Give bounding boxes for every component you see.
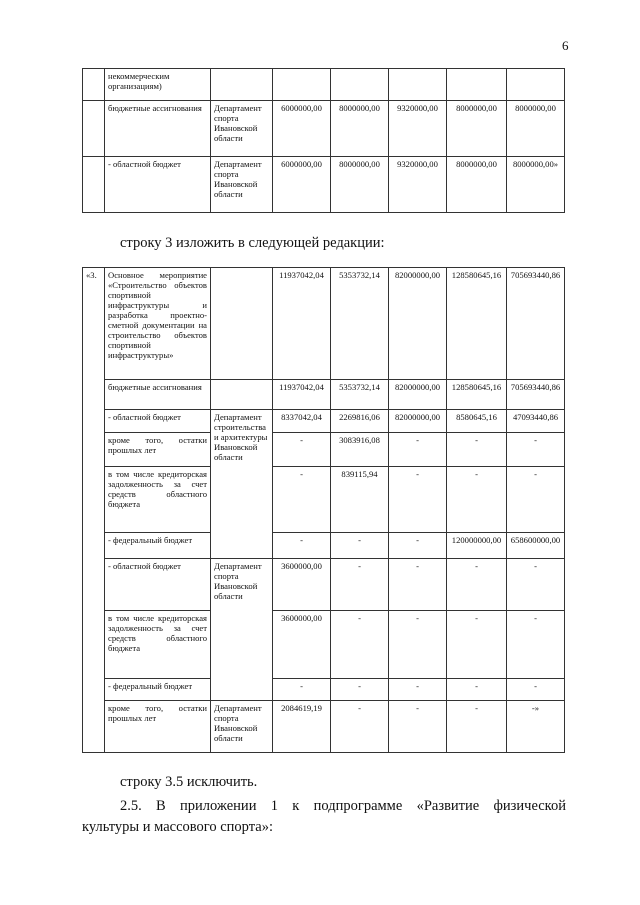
value-cell: 8000000,00 bbox=[331, 157, 389, 213]
table-row bbox=[83, 467, 565, 533]
value-cell: 82000000,00 bbox=[389, 268, 447, 380]
value-cell: 705693440,86 bbox=[507, 268, 565, 380]
row-number-cell: «3. bbox=[83, 268, 105, 753]
value-cell: - bbox=[507, 611, 565, 679]
value-cell: - bbox=[447, 611, 507, 679]
value-cell: 839115,94 bbox=[331, 467, 389, 533]
executor-cell bbox=[211, 69, 273, 101]
row-number-cell bbox=[83, 101, 105, 157]
value-cell: - bbox=[331, 611, 389, 679]
table-continuation bbox=[82, 68, 565, 213]
value-cell: - bbox=[273, 533, 331, 559]
value-cell: 658600000,00 bbox=[507, 533, 565, 559]
value-cell: 8580645,16 bbox=[447, 410, 507, 433]
executor-cell: Департамент спорта Ивановской области bbox=[211, 101, 273, 157]
value-cell: 128580645,16 bbox=[447, 380, 507, 410]
table-row bbox=[83, 101, 565, 157]
value-cell: - bbox=[389, 701, 447, 753]
table-row bbox=[83, 559, 565, 611]
value-cell bbox=[447, 69, 507, 101]
value-cell: 3600000,00 bbox=[273, 611, 331, 679]
value-cell: - bbox=[273, 433, 331, 467]
value-cell: 8000000,00 bbox=[447, 101, 507, 157]
table-row bbox=[83, 701, 565, 753]
row-label-cell: в том числе кредиторская задолженность за счет средств областного бюджета bbox=[105, 611, 211, 679]
value-cell: 11937042,04 bbox=[273, 268, 331, 380]
value-cell: - bbox=[389, 533, 447, 559]
value-cell: - bbox=[507, 679, 565, 701]
value-cell: - bbox=[331, 679, 389, 701]
table-row bbox=[83, 611, 565, 679]
executor-cell: Департамент спорта Ивановской области bbox=[211, 559, 273, 701]
value-cell: - bbox=[331, 533, 389, 559]
value-cell: - bbox=[447, 679, 507, 701]
value-cell: 2269816,06 bbox=[331, 410, 389, 433]
executor-cell bbox=[211, 380, 273, 410]
table-row bbox=[83, 69, 565, 101]
value-cell: 128580645,16 bbox=[447, 268, 507, 380]
value-cell: 120000000,00 bbox=[447, 533, 507, 559]
table-row bbox=[83, 157, 565, 213]
row-label-cell: - областной бюджет bbox=[105, 157, 211, 213]
value-cell: 6000000,00 bbox=[273, 101, 331, 157]
value-cell: - bbox=[331, 559, 389, 611]
value-cell bbox=[331, 69, 389, 101]
value-cell: 5353732,14 bbox=[331, 268, 389, 380]
instruction-25-line2: культуры и массового спорта»: bbox=[82, 819, 273, 835]
table-row3-new bbox=[82, 267, 565, 753]
executor-cell: Департамент спорта Ивановской области bbox=[211, 701, 273, 753]
executor-cell bbox=[211, 268, 273, 380]
value-cell: 3083916,08 bbox=[331, 433, 389, 467]
value-cell: 5353732,14 bbox=[331, 380, 389, 410]
value-cell: 8000000,00 bbox=[507, 101, 565, 157]
value-cell: - bbox=[389, 467, 447, 533]
table-row bbox=[83, 433, 565, 467]
row-number-cell bbox=[83, 69, 105, 101]
table-row bbox=[83, 410, 565, 433]
row-label-cell: некоммерческим организациям) bbox=[105, 69, 211, 101]
row-label-cell: в том числе кредиторская задолженность за счет средств областного бюджета bbox=[105, 467, 211, 533]
main-activity-label: Основное мероприятие «Строительство объектов спортивной инфраструктуры и разработка проектно-сметной документации на строительство объектов спортивной инфраструктуры» bbox=[105, 268, 211, 380]
value-cell: - bbox=[507, 467, 565, 533]
value-cell: 3600000,00 bbox=[273, 559, 331, 611]
row-number-cell bbox=[83, 157, 105, 213]
value-cell: - bbox=[389, 559, 447, 611]
table-row bbox=[83, 268, 565, 380]
value-cell: 82000000,00 bbox=[389, 410, 447, 433]
value-cell: 8000000,00» bbox=[507, 157, 565, 213]
executor-cell: Департамент строительства и архитектуры Ивановской области bbox=[211, 410, 273, 559]
table-row bbox=[83, 380, 565, 410]
value-cell: - bbox=[331, 701, 389, 753]
row-label-cell: - областной бюджет bbox=[105, 410, 211, 433]
row-label-cell: кроме того, остатки прошлых лет bbox=[105, 701, 211, 753]
value-cell: 2084619,19 bbox=[273, 701, 331, 753]
value-cell: - bbox=[507, 559, 565, 611]
value-cell: - bbox=[389, 611, 447, 679]
row-label-cell: - федеральный бюджет bbox=[105, 533, 211, 559]
table-row bbox=[83, 533, 565, 559]
value-cell: - bbox=[389, 433, 447, 467]
row-label-cell: бюджетные ассигнования bbox=[105, 101, 211, 157]
row-label-cell: бюджетные ассигнования bbox=[105, 380, 211, 410]
row-label-cell: - областной бюджет bbox=[105, 559, 211, 611]
value-cell: 82000000,00 bbox=[389, 380, 447, 410]
row-label-cell: - федеральный бюджет bbox=[105, 679, 211, 701]
value-cell bbox=[389, 69, 447, 101]
value-cell: - bbox=[447, 467, 507, 533]
value-cell: 8337042,04 bbox=[273, 410, 331, 433]
value-cell: 9320000,00 bbox=[389, 157, 447, 213]
value-cell: 6000000,00 bbox=[273, 157, 331, 213]
value-cell: - bbox=[273, 679, 331, 701]
value-cell bbox=[507, 69, 565, 101]
value-cell: - bbox=[447, 701, 507, 753]
value-cell: 8000000,00 bbox=[331, 101, 389, 157]
value-cell: 47093440,86 bbox=[507, 410, 565, 433]
instruction-25-line1: 2.5. В приложении 1 к подпрограмме «Развитие физической bbox=[120, 798, 566, 814]
value-cell: - bbox=[273, 467, 331, 533]
instruction-row35: строку 3.5 исключить. bbox=[120, 774, 258, 790]
table-row bbox=[83, 679, 565, 701]
value-cell bbox=[273, 69, 331, 101]
value-cell: 9320000,00 bbox=[389, 101, 447, 157]
value-cell: -» bbox=[507, 701, 565, 753]
page-number: 6 bbox=[562, 38, 569, 53]
value-cell: - bbox=[389, 679, 447, 701]
value-cell: 705693440,86 bbox=[507, 380, 565, 410]
value-cell: - bbox=[447, 559, 507, 611]
executor-cell: Департамент спорта Ивановской области bbox=[211, 157, 273, 213]
value-cell: - bbox=[507, 433, 565, 467]
row-label-cell: кроме того, остатки прошлых лет bbox=[105, 433, 211, 467]
value-cell: 8000000,00 bbox=[447, 157, 507, 213]
instruction-row3: строку 3 изложить в следующей редакции: bbox=[120, 235, 385, 251]
value-cell: - bbox=[447, 433, 507, 467]
value-cell: 11937042,04 bbox=[273, 380, 331, 410]
